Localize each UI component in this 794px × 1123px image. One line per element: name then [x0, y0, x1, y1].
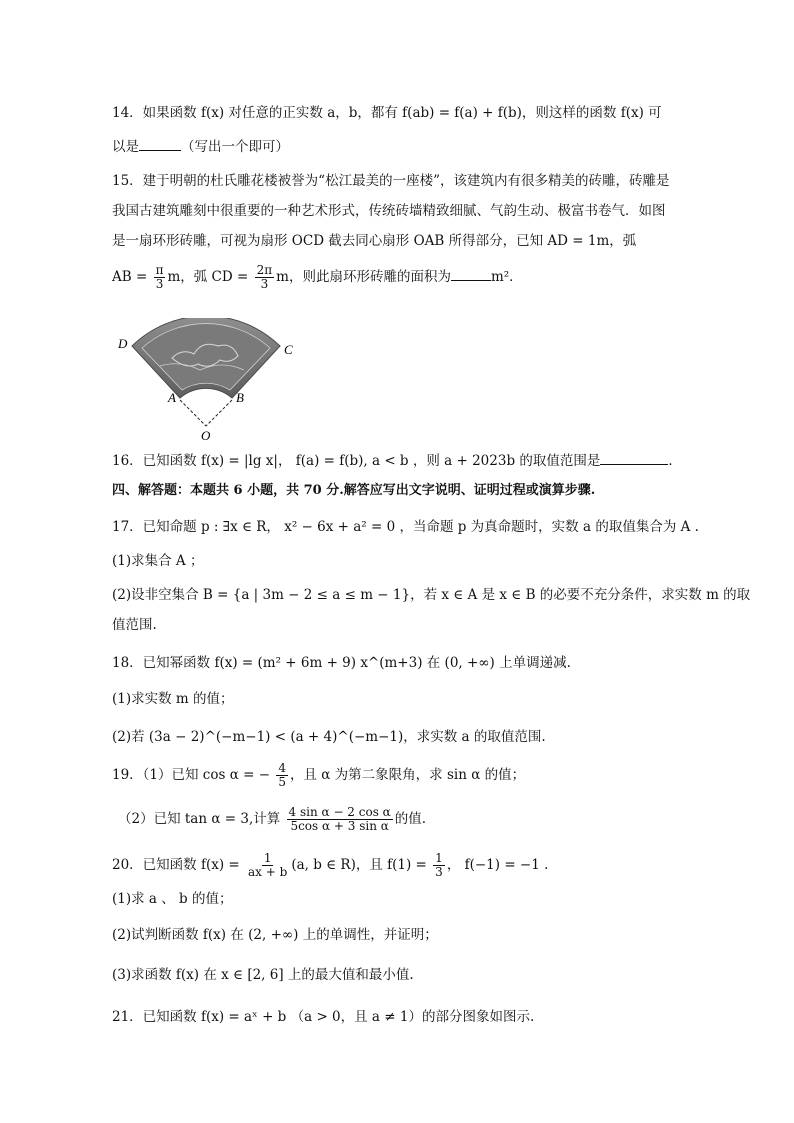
q19-frac-4-5: $\frac{4}{5}$	[278, 761, 286, 789]
section-4-heading: 四、解答题：本题共 6 小题，共 70 分.解答应写出文字说明、证明过程或演算步骤.	[112, 483, 596, 498]
label-b: B	[236, 390, 244, 405]
q19-part1-text: 19．（1）已知 cos α = −	[112, 767, 271, 783]
q20-frac-function: $\frac{1}{ax + b}$	[248, 851, 288, 879]
q18-line3: (2)若 (3a − 2)^(−m−1) < (a + 4)^(−m−1)，求实数 a 的取值范围.	[112, 729, 546, 745]
label-a: A	[168, 390, 176, 405]
q18-line1: 18．已知幂函数 f(x) = (m² + 6m + 9) x^(m+3) 在 (0, +∞) 上单调递减.	[112, 655, 571, 671]
q15-arc-ab-label: AB =	[112, 269, 148, 285]
q15-answer-blank[interactable]	[451, 268, 491, 281]
q17-line2: (1)求集合 A ；	[112, 553, 204, 569]
q16-answer-blank[interactable]	[600, 452, 668, 465]
q14-answer-blank[interactable]	[139, 138, 181, 151]
q16-period: ．	[668, 453, 682, 469]
q20-condition-2: ， f(−1) = −1 .	[446, 857, 549, 873]
q20-line3: (2)试判断函数 f(x) 在 (2, +∞) 上的单调性，并证明；	[112, 927, 438, 943]
q15-line2: 我国古建筑雕刻中很重要的一种艺术形式，传统砖墙精致细腻、气韵生动、极富书卷气．如图	[112, 203, 666, 219]
q20-line4: (3)求函数 f(x) 在 x ∈ [2, 6] 上的最大值和最小值.	[112, 967, 414, 983]
q16-text: 16．已知函数 f(x) = |lg x|， f(a) = f(b), a < b ，则 a + 2023b 的取值范围是	[112, 453, 601, 469]
q14-line1: 14．如果函数 f(x) 对任意的正实数 a，b，都有 f(ab) = f(a) + f(b)，则这样的函数 f(x) 可	[112, 105, 662, 121]
q20-line2: (1)求 a 、 b 的值；	[112, 891, 233, 907]
q19-frac-trig: $\frac{\text{4 sin α − 2 cos α}}{\text{5cos α + 3 sin α}}$	[288, 805, 391, 833]
q21-line1: 21．已知函数 f(x) = aˣ + b （a > 0，且 a ≠ 1）的部分图象如图示.	[112, 1009, 535, 1025]
q16-line	[112, 452, 682, 470]
q19-part2-question: 的值.	[394, 811, 427, 827]
q15-line4	[112, 264, 523, 291]
q14-line2-post: （写出一个即可）	[181, 139, 289, 155]
radius-ob-dashed	[206, 400, 232, 426]
annular-sector-brick-figure	[112, 318, 302, 442]
radius-oa-dashed	[180, 400, 206, 426]
q17-line1: 17．已知命题 p : ∃x ∈ R， x² − 6x + a² = 0 ，当命题 p 为真命题时，实数 a 的取值集合为 A .	[112, 519, 699, 535]
q20-function-def: 20．已知函数 f(x) =	[112, 857, 240, 873]
q17-line4: 值范围.	[112, 617, 157, 633]
q14-line2-pre: 以是	[112, 139, 139, 155]
q15-unit: m²．	[490, 269, 523, 285]
q20-line1	[112, 852, 548, 879]
q20-frac-1-3: $\frac{1}{3}$	[435, 851, 443, 879]
q19-line2	[118, 806, 426, 833]
q19-part2-text: （2）已知 tan α = 3,计算	[118, 811, 281, 827]
q15-line3: 是一扇环形砖雕，可视为扇形 OCD 截去同心扇形 OAB 所得部分，已知 AD = 1m，弧	[112, 233, 637, 249]
label-d: D	[118, 336, 128, 351]
q14-line2	[112, 138, 289, 156]
q15-arc-cd-label: m，弧 CD =	[167, 269, 249, 285]
q20-condition: (a, b ∈ R)，且 f(1) =	[291, 857, 427, 873]
q19-line1	[112, 762, 525, 789]
q19-part1-question: ，且 α 为第二象限角，求 sin α 的值；	[289, 767, 526, 783]
q18-line2: (1)求实数 m 的值；	[112, 691, 234, 707]
q15-area-question: m，则此扇环形砖雕的面积为	[276, 269, 451, 285]
label-o: O	[201, 428, 211, 442]
label-c: C	[284, 342, 293, 357]
q17-line3: (2)设非空集合 B = {a | 3m − 2 ≤ a ≤ m − 1}，若 x ∈ A 是 x ∈ B 的必要不充分条件，求实数 m 的取	[112, 587, 751, 603]
q15-frac-pi-3: $\frac{\pi}{3}$	[155, 263, 164, 291]
q15-line1: 15．建于明朝的杜氏雕花楼被誉为“松江最美的一座楼”，该建筑内有很多精美的砖雕，砖雕是	[112, 173, 670, 189]
q15-frac-2pi-3: $\frac{2\pi}{3}$	[256, 263, 273, 291]
